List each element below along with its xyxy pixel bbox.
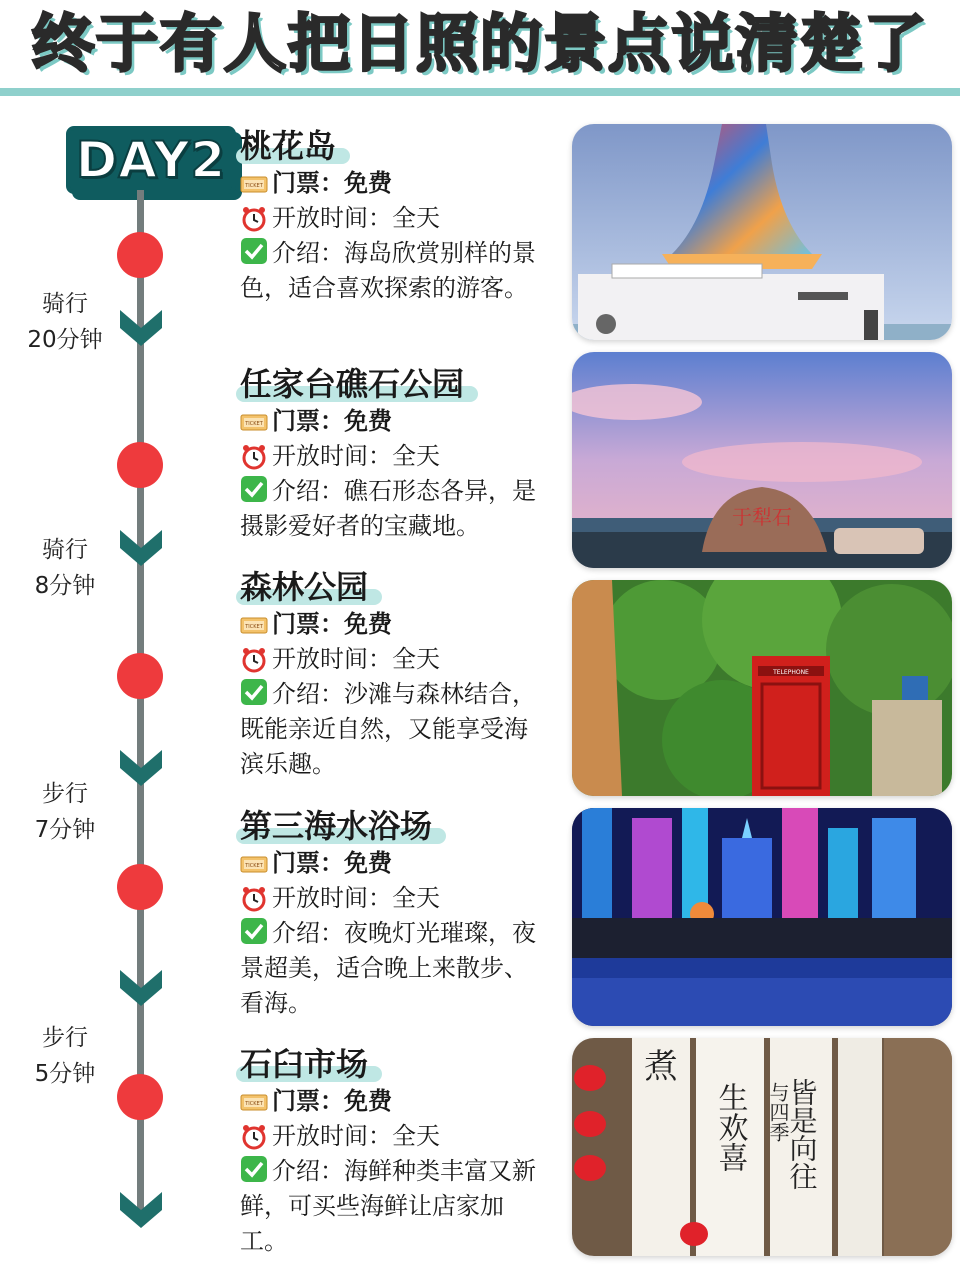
rock-inscription: 于犁石 [732,505,792,529]
ticket-icon [240,611,268,639]
ticket-icon [240,1088,268,1116]
intro-value: 沙滩与森林结合，既能亲近自然，又能享受海滨乐趣。 [240,680,536,778]
page-title: 终于有人把日照的景点说清楚了 [31,7,928,80]
timeline-dot [117,232,163,278]
intro-text [240,916,550,1021]
title-underline [0,88,960,96]
ticket-row [240,846,550,881]
travel-leg [10,532,120,604]
intro-text [240,1154,550,1259]
ticket-label: 门票： [272,169,344,197]
hours-value: 全天 [392,442,440,470]
hours-row [240,881,550,916]
intro-row [240,1154,550,1259]
svg-text:TICKET: TICKET [245,624,263,630]
timeline-dot [117,864,163,910]
intro-label: 介绍： [272,1157,344,1185]
svg-text:TICKET: TICKET [245,421,263,427]
travel-leg [10,776,120,848]
travel-leg [10,286,120,358]
alarm-clock-icon [240,646,268,674]
chevron-down-icon [118,748,164,788]
check-mark-icon [240,1155,268,1183]
check-mark-icon [240,678,268,706]
hours-row [240,642,550,677]
ticket-row [240,607,550,642]
hours-label: 开放时间： [272,1122,392,1150]
travel-mode: 骑行 [42,537,88,563]
ticket-label: 门票： [272,849,344,877]
ticket-label: 门票： [272,1087,344,1115]
hours-label: 开放时间： [272,884,392,912]
timeline-dot [117,653,163,699]
spot-name: 桃花岛 [240,126,342,166]
intro-text [240,677,550,782]
intro-value: 海岛欣赏别样的景色，适合喜欢探索的游客。 [240,239,536,302]
hours-row [240,1119,550,1154]
ticket-icon [240,408,268,436]
travel-mode: 步行 [42,781,88,807]
spot-card [240,806,550,1021]
timeline-dot [117,442,163,488]
intro-text [240,474,550,544]
calligraphy-2: 生欢喜 [712,1082,748,1172]
intro-value: 礁石形态各异，是摄影爱好者的宝藏地。 [240,477,536,540]
spot-name: 森林公园 [240,567,374,607]
travel-time: 7分钟 [34,817,96,843]
spot-name: 石臼市场 [240,1044,374,1084]
calligraphy-4: 与四季 [766,1082,790,1142]
spot-card [240,364,550,544]
intro-label: 介绍： [272,239,344,267]
intro-label: 介绍： [272,919,344,947]
timeline-dot [117,1074,163,1120]
photo-renjiatai-reef-park [572,352,952,568]
hours-value: 全天 [392,1122,440,1150]
alarm-clock-icon [240,885,268,913]
intro-label: 介绍： [272,680,344,708]
ticket-value: 免费 [344,169,392,197]
alarm-clock-icon [240,443,268,471]
calligraphy-1: 煮 [644,1047,678,1087]
svg-text:TICKET: TICKET [245,183,263,189]
title-bar [0,0,960,96]
chevron-down-icon [118,308,164,348]
chevron-down-icon [118,968,164,1008]
alarm-clock-icon [240,1123,268,1151]
travel-leg [10,1020,120,1092]
svg-text:TICKET: TICKET [245,1101,263,1107]
ticket-value: 免费 [344,407,392,435]
hours-row [240,201,550,236]
calligraphy-3: 皆是向往 [785,1078,819,1190]
hours-label: 开放时间： [272,204,392,232]
ticket-value: 免费 [344,849,392,877]
intro-row [240,916,550,1021]
ticket-icon [240,170,268,198]
ticket-label: 门票： [272,407,344,435]
ticket-label: 门票： [272,610,344,638]
alarm-clock-icon [240,205,268,233]
hours-value: 全天 [392,884,440,912]
hours-row [240,439,550,474]
travel-time: 20分钟 [27,327,103,353]
photo-third-beach-night [572,808,952,1026]
day-badge [66,126,236,194]
intro-text [240,236,550,306]
travel-mode: 步行 [42,1025,88,1051]
spot-card [240,126,550,306]
chevron-down-icon [118,528,164,568]
ticket-row [240,166,550,201]
intro-row [240,677,550,782]
ticket-row [240,1084,550,1119]
spot-card [240,1044,550,1259]
hours-label: 开放时间： [272,645,392,673]
ticket-value: 免费 [344,1087,392,1115]
ticket-icon [240,850,268,878]
intro-label: 介绍： [272,477,344,505]
photo-taohua-island [572,124,952,340]
photo-forest-park [572,580,952,796]
spot-card [240,567,550,782]
travel-time: 8分钟 [34,573,96,599]
check-mark-icon [240,475,268,503]
spot-name: 任家台礁石公园 [240,364,470,404]
intro-value: 海鲜种类丰富又新鲜，可买些海鲜让店家加工。 [240,1157,536,1255]
travel-mode: 骑行 [42,291,88,317]
intro-row [240,236,550,306]
intro-row [240,474,550,544]
check-mark-icon [240,237,268,265]
travel-time: 5分钟 [34,1061,96,1087]
svg-text:TICKET: TICKET [245,863,263,869]
hours-label: 开放时间： [272,442,392,470]
phone-booth-sign: TELEPHONE [773,669,809,676]
photo-shijiu-market [572,1038,952,1256]
ticket-row [240,404,550,439]
day-label: DAY2 [75,131,227,189]
hours-value: 全天 [392,645,440,673]
spot-name: 第三海水浴场 [240,806,438,846]
intro-value: 夜晚灯光璀璨，夜景超美，适合晚上来散步、看海。 [240,919,536,1017]
check-mark-icon [240,917,268,945]
hours-value: 全天 [392,204,440,232]
ticket-value: 免费 [344,610,392,638]
chevron-down-icon [118,1190,164,1230]
